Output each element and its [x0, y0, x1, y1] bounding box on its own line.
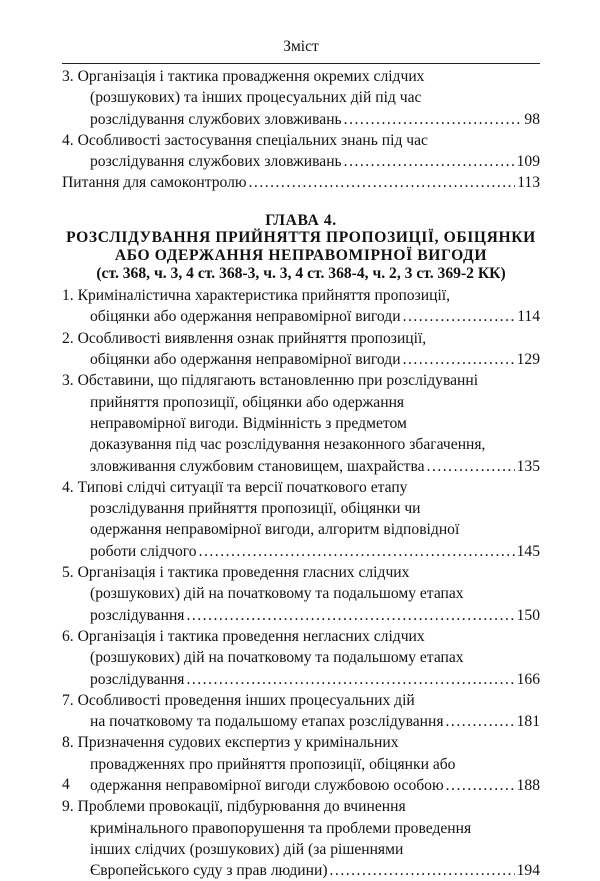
toc-entry-text: (розшукових) та інших процесуальних дій під час: [90, 89, 422, 107]
dot-leader: [249, 172, 516, 193]
toc-entry-line: [62, 775, 540, 796]
toc-page-number: 109: [516, 153, 540, 171]
running-header: Зміст: [283, 38, 319, 55]
toc-entry-line: [62, 306, 540, 327]
toc-entry[interactable]: [62, 285, 540, 328]
toc-entry-line: [62, 562, 540, 583]
toc-entry-text: 8. Призначення судових експертиз у кримінальних: [62, 734, 399, 752]
toc-entry-text: роботи слідчого: [90, 542, 197, 560]
toc-entry[interactable]: [62, 732, 540, 796]
toc-entry-text: обіцянки або одержання неправомірної вигоди: [90, 351, 401, 369]
dot-leader: [446, 775, 515, 796]
toc-page-number: 135: [516, 457, 540, 475]
toc-entry-text: розслідування службових зловживань: [90, 110, 342, 128]
toc-entry[interactable]: [62, 328, 540, 371]
chapter-title-line: АБО ОДЕРЖАННЯ НЕПРАВОМІРНОЇ ВИГОДИ: [114, 246, 488, 264]
toc-entry-text: на початковому та подальшому етапах розслідування: [90, 713, 444, 731]
toc-entry[interactable]: [62, 562, 540, 626]
toc-page-number: 150: [516, 606, 540, 624]
toc-entry-line: [62, 498, 540, 519]
toc-page-number: 188: [516, 776, 540, 794]
toc-entry-line: [62, 392, 540, 413]
toc-entry-text: 2. Особливості виявлення ознак прийняття пропозиції,: [62, 329, 427, 347]
toc-entry-line: [62, 477, 540, 498]
toc-entry-line: [62, 87, 540, 108]
toc-entry-line: [62, 434, 540, 455]
toc-entry-line: [62, 583, 540, 604]
toc-entry-text: 6. Організація і тактика проведення негласних слідчих: [62, 627, 425, 645]
toc-entry-text: 3. Обставини, що підлягають встановленню при розслідуванні: [62, 372, 479, 390]
toc-entry-text: 1. Криміналістична характеристика прийняття пропозиції,: [62, 287, 451, 305]
chapter-articles: (ст. 368, ч. 3, 4 ст. 368-3, ч. 3, 4 ст. 368-4, ч. 2, 3 ст. 369-2 КК): [96, 264, 506, 282]
toc-entry-text: обіцянки або одержання неправомірної вигоди: [90, 308, 401, 326]
toc-entry-text: 7. Особливості проведення інших процесуальних дій: [62, 691, 415, 709]
toc-entry[interactable]: [62, 370, 540, 476]
toc-entry-line: [62, 796, 540, 817]
toc-entry-line: [62, 66, 540, 87]
dot-leader: [403, 306, 516, 327]
toc-page-number: 181: [516, 713, 540, 731]
toc-entry-line: [62, 711, 540, 732]
toc-entry-text: прийняття пропозиції, обіцянки або одержання: [90, 393, 405, 411]
toc-entry-line: [62, 130, 540, 151]
toc-page-number: 145: [516, 542, 540, 560]
toc-entry[interactable]: [62, 626, 540, 690]
toc-entry-text: (розшукових) дій на початковому та подальшому етапах: [90, 585, 464, 603]
toc-entry-text: Питання для самоконтролю: [62, 174, 247, 192]
toc-entry-line: [62, 732, 540, 753]
toc-page-number: 166: [516, 670, 540, 688]
toc-entry-text: 5. Організація і тактика проведення гласних слідчих: [62, 564, 410, 582]
toc-page-number: 194: [516, 862, 540, 880]
toc-page-number: 114: [517, 308, 540, 326]
toc-entry-text: одержання неправомірної вигоди, алгоритм відповідної: [90, 521, 460, 539]
dot-leader: [344, 151, 515, 172]
toc-entry-text: доказування під час розслідування незаконного збагачення,: [90, 436, 486, 454]
header-divider: [62, 63, 540, 64]
toc-entry-line: [62, 172, 540, 193]
toc-entry[interactable]: [62, 130, 540, 173]
toc-entry-text: інших слідчих (розшукових) дій (за рішеннями: [90, 840, 404, 858]
toc-page-number: 98: [524, 110, 540, 128]
toc-entry-line: [62, 285, 540, 306]
dot-leader: [330, 860, 515, 881]
dot-leader: [199, 541, 515, 562]
toc-entry-text: 3. Організація і тактика провадження окремих слідчих: [62, 68, 425, 85]
toc-entry-text: одержання неправомірної вигоди службовою особою: [90, 776, 444, 794]
chapter-title-line: РОЗСЛІДУВАННЯ ПРИЙНЯТТЯ ПРОПОЗИЦІЇ, ОБІЦЯНКИ: [66, 229, 536, 247]
dot-leader: [344, 109, 523, 130]
toc-entry-text: розслідування прийняття пропозиції, обіцянки чи: [90, 500, 421, 518]
toc-entry-text: 4. Типові слідчі ситуації та версії початкового етапу: [62, 478, 408, 496]
toc-entry-line: [62, 413, 540, 434]
toc-entry-text: провадженнях про прийняття пропозиції, обіцянки або: [90, 755, 456, 773]
toc-entry-text: (розшукових) дій на початковому та подальшому етапах: [90, 649, 464, 667]
toc-entry[interactable]: [62, 172, 540, 193]
toc-entry-line: [62, 519, 540, 540]
toc-page-number: 113: [517, 174, 540, 192]
toc-chapter-entries: [62, 285, 540, 881]
toc-entry[interactable]: [62, 66, 540, 130]
toc-entry-text: розслідування службових зловживань: [90, 153, 342, 171]
chapter-number: ГЛАВА 4.: [265, 211, 337, 229]
toc-entry-line: [62, 860, 540, 881]
toc-entry-text: розслідування: [90, 606, 185, 624]
toc-entry-line: [62, 647, 540, 668]
toc-entry-line: [62, 818, 540, 839]
toc-entry-text: кримінального правопорушення та проблеми проведення: [90, 819, 472, 837]
toc-entry-line: [62, 541, 540, 562]
toc-entry-line: [62, 109, 540, 130]
toc-entry-text: неправомірної вигоди. Відмінність з предметом: [90, 414, 407, 432]
toc-entry-line: [62, 690, 540, 711]
toc-entry-line: [62, 151, 540, 172]
toc-entry-line: [62, 669, 540, 690]
dot-leader: [403, 349, 515, 370]
toc-entry-text: зловживання службовим становищем, шахрайства: [90, 457, 425, 475]
toc-entry-line: [62, 839, 540, 860]
toc-entry-line: [62, 605, 540, 626]
toc-entry-line: [62, 754, 540, 775]
dot-leader: [186, 605, 514, 626]
toc-entry[interactable]: [62, 690, 540, 733]
toc-entry-line: [62, 456, 540, 477]
toc-entry-text: 4. Особливості застосування спеціальних знань під час: [62, 131, 428, 149]
toc-entry-line: [62, 349, 540, 370]
toc-top-entries: [62, 66, 540, 194]
dot-leader: [186, 669, 514, 690]
toc-entry-text: Європейського суду з прав людини): [90, 862, 328, 880]
toc-page-number: 129: [516, 351, 540, 369]
toc-entry[interactable]: [62, 477, 540, 562]
toc-entry-line: [62, 626, 540, 647]
page-number: 4: [62, 776, 70, 793]
chapter-heading: [62, 212, 540, 282]
table-of-contents: [62, 66, 540, 881]
toc-entry-line: [62, 328, 540, 349]
toc-entry-line: [62, 370, 540, 391]
toc-entry[interactable]: [62, 796, 540, 881]
toc-entry-text: 9. Проблеми провокації, підбурювання до вчинення: [62, 798, 406, 816]
toc-entry-text: розслідування: [90, 670, 185, 688]
dot-leader: [446, 711, 515, 732]
dot-leader: [427, 456, 515, 477]
